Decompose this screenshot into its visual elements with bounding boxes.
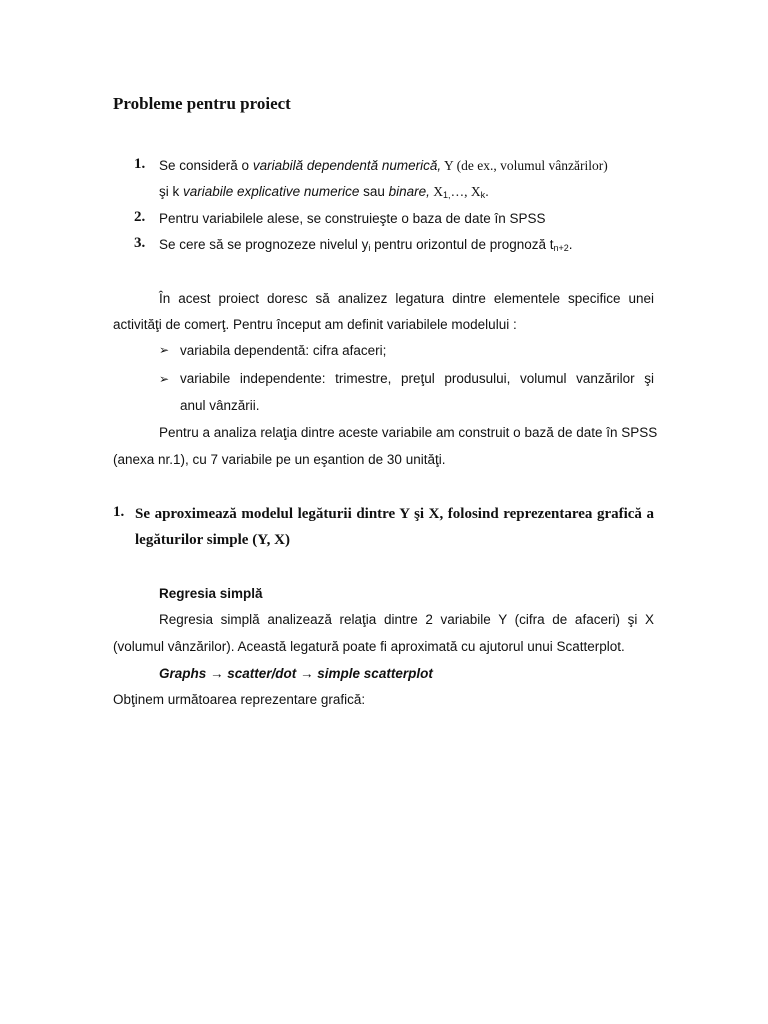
text: şi k [159,184,184,199]
text: sau [359,184,389,199]
problem-1-line2 [159,182,489,205]
result-intro: Obţinem următoarea reprezentare grafică: [113,692,366,707]
bullet-dependent-variable: variabila dependentă: cifra afaceri; [180,343,387,358]
problem-1-line1 [159,156,608,176]
intro-line2: activităţi de comerţ. Pentru început am definit variabilele modelului : [113,317,517,332]
page-title: Probleme pentru proiect [113,94,291,113]
text: Y (de ex., volumul vânzărilor) [441,158,608,173]
problem-3-number: 3. [134,235,146,251]
bullet-independent-variables-line1: variabile independente: trimestre, preţul produsului, volumul vanzărilor şi [180,371,654,386]
text: . [485,184,489,199]
section-1-heading-line2: legăturilor simple (Y, X) [135,532,290,548]
arrow-bullet-icon: ➢ [159,372,170,386]
text: . [568,237,573,252]
text: X [429,184,444,199]
problem-2-text: Pentru variabilele alese, se construieşte o baza de date în SPSS [159,211,546,226]
database-paragraph-line2: (anexa nr.1), cu 7 variabile pe un eşantion de 30 unităţi. [113,452,446,467]
problem-2-number: 2. [134,209,146,225]
section-1-number: 1. [113,504,125,520]
subscript: k [480,190,486,200]
subscript: 1, [443,190,451,200]
text: Se consideră o [159,158,253,173]
section-1-heading-line1: Se aproximează modelul legăturii dintre Y şi X, folosind reprezentarea grafică a [135,506,654,522]
subscript: n+2 [553,243,569,253]
text: pentru orizontul de prognoză t [370,237,554,252]
regression-line1: Regresia simplă analizează relaţia dintre 2 variabile Y (cifra de afaceri) şi X [159,612,654,627]
italic-text: variabilă dependentă numerică, [252,158,442,173]
italic-text: variabile explicative numerice [183,184,360,199]
database-paragraph-line1: Pentru a analiza relaţia dintre aceste variabile am construit o bază de date în SPSS [159,425,658,440]
italic-text: binare, [388,184,430,199]
regression-subtitle: Regresia simplă [159,586,263,601]
subscript: i [368,243,371,253]
problem-1-number: 1. [134,156,146,172]
spss-menu-path: Graphs → scatter/dot → simple scatterplot [159,666,433,681]
arrow-bullet-icon: ➢ [159,343,170,357]
text: …, X [450,184,481,199]
bullet-independent-variables-line2: anul vânzării. [180,398,260,413]
regression-line2: (volumul vânzărilor). Această legatură poate fi aproximată cu ajutorul unui Scatterplot. [113,639,625,654]
problem-3-text [159,235,573,258]
intro-line1: În acest proiect doresc să analizez legatura dintre elementele specifice unei [159,291,654,306]
text: Se cere să se prognozeze nivelul y [159,237,369,252]
